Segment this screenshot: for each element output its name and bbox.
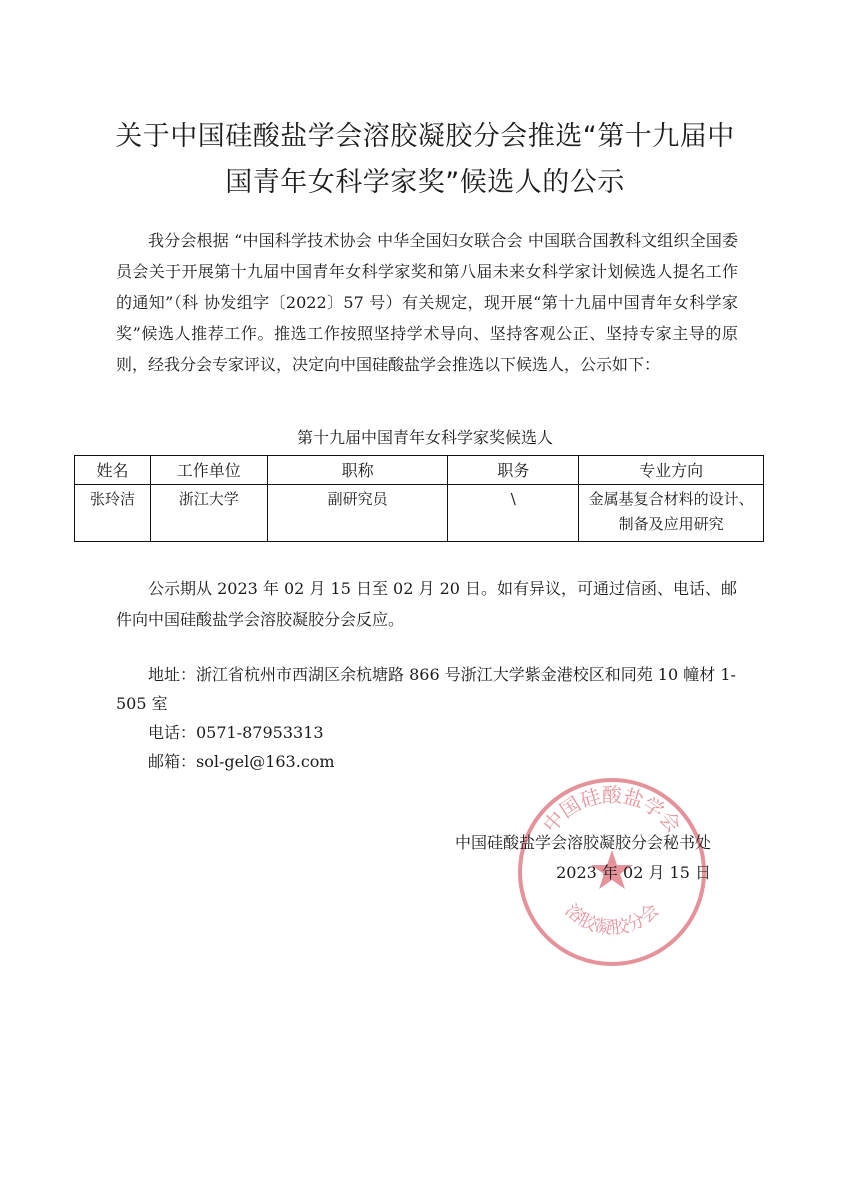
signature-date: 2023 年 02 月 15 日 — [556, 863, 711, 882]
header-employer: 工作单位 — [150, 456, 267, 485]
intro-paragraph: 我分会根据 “中国科学技术协会 中华全国妇女联合会 中国联合国教科文组织全国委员会关于开展第十九届中国青年女科学家奖和第八届未来女科学家计划候选人提名工作的通知”（科 协发组字〔2022〕57 号）有关规定，现开展“第十九届中国青年女科学家奖”候选人推荐工作。推选工作按照坚持学术导向、坚持客观公正、坚持专家主导的原则，经我分会专家评议，决定向中国硅酸盐学会推选以下候选人，公示如下： — [116, 231, 738, 374]
contact-email: 邮箱：sol-gel@163.com — [148, 752, 335, 771]
cell-position: \ — [448, 485, 579, 542]
cell-name: 张玲洁 — [75, 485, 151, 542]
seal-text-bottom: 溶胶凝胶分会 — [560, 899, 664, 939]
contact-phone: 电话：0571-87953313 — [148, 723, 324, 742]
candidate-table — [74, 455, 764, 542]
header-specialty: 专业方向 — [579, 456, 764, 485]
document-title — [100, 114, 750, 206]
seal-text-top: 中国硅酸盐学会 — [538, 783, 686, 838]
contact-address: 地址：浙江省杭州市西湖区余杭塘路 866 号浙江大学紫金港校区和同苑 10 幢材 1-505 室 — [116, 665, 736, 713]
table-header-row — [75, 456, 764, 485]
cell-employer: 浙江大学 — [150, 485, 267, 542]
notice-paragraph: 公示期从 2023 年 02 月 15 日至 02 月 20 日。如有异议，可通过信函、电话、邮件向中国硅酸盐学会溶胶凝胶分会反应。 — [116, 579, 738, 629]
cell-specialty: 金属基复合材料的设计、制备及应用研究 — [579, 485, 764, 542]
signature-org: 中国硅酸盐学会溶胶凝胶分会秘书处 — [454, 833, 711, 852]
header-name: 姓名 — [75, 456, 151, 485]
header-position: 职务 — [448, 456, 579, 485]
title-line-1: 关于中国硅酸盐学会溶胶凝胶分会推选“第十九届中 — [115, 121, 735, 152]
title-line-2: 国青年女科学家奖”候选人的公示 — [225, 167, 625, 198]
signature-block — [455, 828, 711, 888]
header-title: 职称 — [267, 456, 448, 485]
contact-block — [116, 660, 738, 776]
table-row — [75, 485, 764, 542]
cell-title: 副研究员 — [267, 485, 448, 542]
table-caption: 第十九届中国青年女科学家奖候选人 — [296, 428, 553, 447]
